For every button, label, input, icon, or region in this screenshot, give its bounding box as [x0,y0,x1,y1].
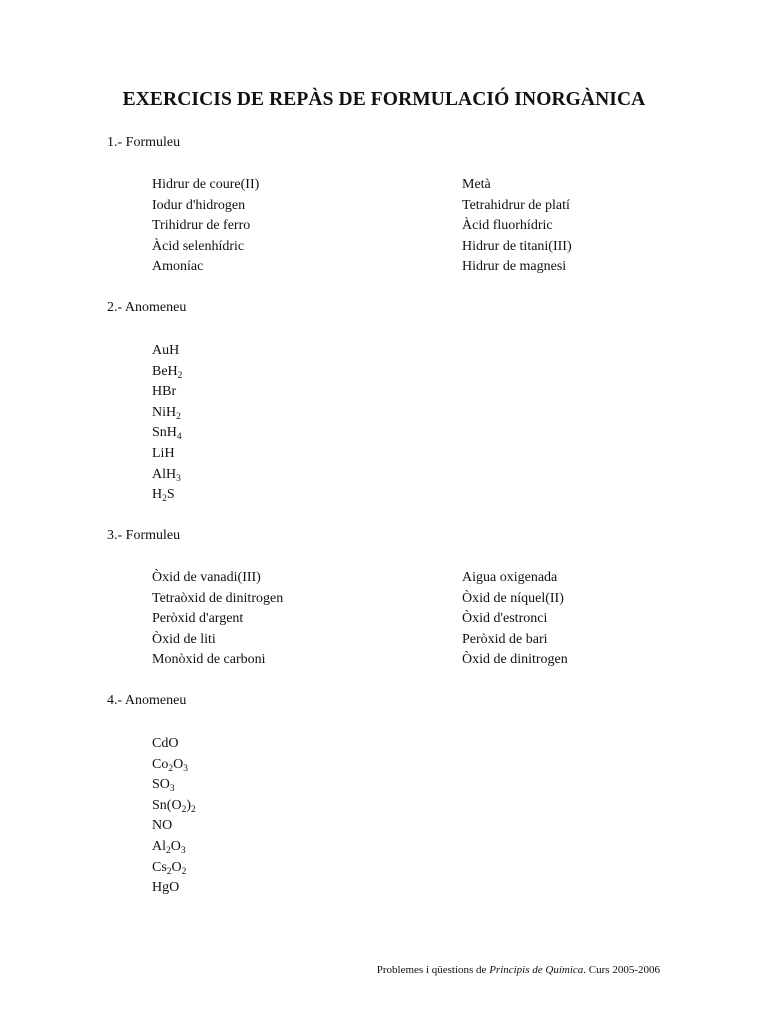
list-item: Aigua oxigenada [462,570,558,585]
subscript: 2 [168,763,174,774]
list-item: Peròxid d'argent [152,611,244,627]
formula: LiH [152,445,175,461]
subscript: 2 [177,370,183,381]
subscript: 2 [176,411,181,422]
formula: $Cs_2O_2$ [152,859,187,877]
section-4-formula-list [152,734,196,899]
subscript: 3 [169,784,175,795]
section-3-heading: 3.- Formuleu [107,528,181,543]
formula: AuH [152,343,180,358]
formula: HgO [152,880,180,896]
section-2-heading: 2.- Anomeneu [107,300,187,315]
formula: $Al_2O_3$ [152,838,186,856]
formula: HBr [152,384,177,400]
list-item: Iodur d'hidrogen [152,197,246,213]
list-item: Hidrur de titani(III) [462,238,572,254]
formula: $SO_3$ [152,777,175,795]
section-1-right-list [462,175,572,278]
list-item: Òxid de vanadi(III) [152,570,261,585]
list-item: Òxid de níquel(II) [462,590,564,606]
section-4-heading: 4.- Anomeneu [107,693,187,708]
subscript: 3 [180,845,186,856]
list-item: Òxid d'estronci [462,611,548,627]
subscript: 2 [190,804,196,815]
footer-book-title: Principis de Química [489,964,584,976]
list-item: Tetrahidrur de platí [462,197,570,213]
subscript: 3 [183,763,188,774]
formula: NO [152,818,173,834]
formula: SnH$_4$ [152,425,182,443]
list-item: Àcid selenhídric [152,238,245,254]
formula: NiH$_2$ [152,404,181,422]
list-item: Monòxid de carboni [152,652,266,668]
formula: AlH$_3$ [152,466,181,484]
list-item: Amoníac [152,259,204,275]
list-item: Òxid de liti [152,631,216,647]
list-item: Hidrur de coure(II) [152,177,260,192]
footer-suffix: . Curs 2005-2006 [583,964,660,976]
list-item: Metà [462,177,491,192]
list-item: Hidrur de magnesi [462,259,567,275]
list-item: Òxid de dinitrogen [462,652,568,668]
footer-prefix: Problemes i qüestions de [376,964,490,976]
section-3-right-list [462,568,568,671]
page-footer [377,964,660,976]
subscript: 2 [162,494,167,505]
subscript: 4 [176,432,182,443]
list-item: Àcid fluorhídric [462,218,553,234]
formula: CdO [152,736,179,751]
subscript: 2 [166,845,171,856]
list-item: Peròxid de bari [462,631,548,647]
subscript: 2 [166,866,172,877]
page-title: EXERCICIS DE REPÀS DE FORMULACIÓ INORGÀNICA [122,89,646,110]
subscript: 2 [181,866,187,877]
section-3-left-list [152,568,283,671]
list-item: Tetraòxid de dinitrogen [152,590,284,606]
section-1-left-list [152,175,259,278]
subscript: 3 [176,473,181,484]
formula: $Sn(O_2)_2$ [152,797,196,815]
subscript: 2 [181,804,187,815]
formula: $H_2S$ [152,487,175,505]
list-item: Trihidrur de ferro [152,218,251,234]
formula: $Co_2O_3$ [152,756,188,774]
section-2-formula-list [152,341,182,506]
section-1-heading: 1.- Formuleu [107,135,181,150]
formula: BeH$_2$ [152,363,183,381]
